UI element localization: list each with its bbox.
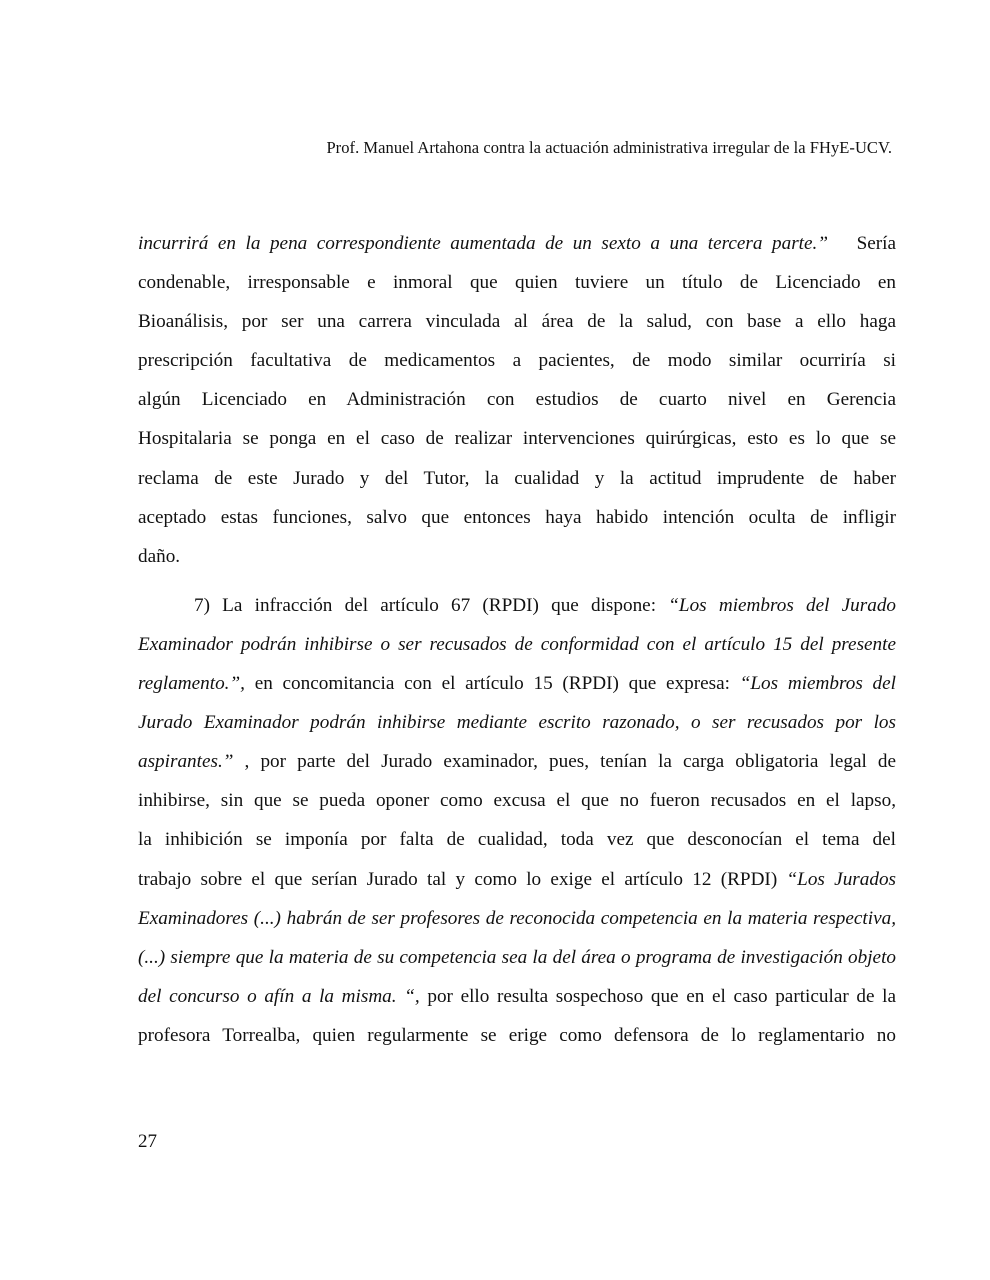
text-line: algún Licenciado en Administración con estudios de cuarto nivel en Gerencia	[138, 389, 896, 411]
text-line: condenable, irresponsable e inmoral que quien tuviere un título de Licenciado en	[138, 272, 896, 294]
body-text	[138, 229, 896, 1060]
text-line: aceptado estas funciones, salvo que entonces haya habido intención oculta de infligir	[138, 506, 896, 528]
text-line: inhibirse, sin que se pueda oponer como excusa el que no fueron recusados en el lapso,	[138, 790, 896, 812]
text-line: prescripción facultativa de medicamentos a pacientes, de modo similar ocurriría si	[138, 350, 896, 372]
running-header: Prof. Manuel Artahona contra la actuación administrativa irregular de la FHyE-UCV.	[326, 138, 892, 157]
legal-quote: del concurso o afín a la misma. “,	[138, 985, 420, 1007]
text-line: Hospitalaria se ponga en el caso de realizar intervenciones quirúrgicas, esto es lo que se	[138, 428, 896, 450]
text-line	[138, 865, 896, 904]
text-line	[138, 747, 896, 786]
legal-quote: “Los Jurados	[786, 868, 897, 890]
legal-quote-line: (...) siempre que la materia de su competencia sea la del área o programa de investigación objeto	[138, 946, 896, 968]
legal-quote-line: Examinadores (...) habrán de ser profesores de reconocida competencia en la materia respectiva,	[138, 907, 896, 929]
text-line	[138, 229, 896, 268]
text-line: Bioanálisis, por ser una carrera vinculada al área de la salud, con base a ello haga	[138, 311, 896, 333]
text-span: Sería	[856, 233, 897, 254]
text-line: daño.	[138, 545, 181, 567]
text-line: la inhibición se imponía por falta de cualidad, toda vez que desconocían el tema del	[138, 829, 896, 851]
legal-quote: “Los miembros del	[739, 673, 896, 695]
paragraph-1	[138, 229, 896, 581]
legal-quote-line: Examinador podrán inhibirse o ser recusados de conformidad con el artículo 15 del presente	[138, 633, 896, 655]
legal-quote: incurrirá en la pena correspondiente aumentada de un sexto a una tercera parte.”	[138, 233, 828, 254]
text-line: profesora Torrealba, quien regularmente se erige como defensora de lo reglamentario no	[138, 1024, 896, 1046]
legal-quote: “Los miembros del Jurado	[668, 594, 897, 616]
text-line	[138, 982, 896, 1021]
text-line	[138, 669, 896, 708]
paragraph-2	[138, 591, 896, 1060]
text-line	[138, 591, 896, 630]
text-span: trabajo sobre el que serían Jurado tal y como lo exige el artículo 12 (RPDI)	[138, 868, 778, 890]
text-span: por ello resulta sospechoso que en el caso particular de la	[427, 985, 896, 1007]
legal-quote: reglamento.”,	[138, 673, 245, 695]
legal-quote-line: Jurado Examinador podrán inhibirse mediante escrito razonado, o ser recusados por los	[138, 712, 896, 734]
text-span: 7) La infracción del artículo 67 (RPDI) que dispone:	[194, 594, 657, 616]
page-number: 27	[138, 1131, 157, 1152]
text-line: reclama de este Jurado y del Tutor, la cualidad y la actitud imprudente de haber	[138, 467, 896, 489]
text-span: , por parte del Jurado examinador, pues, tenían la carga obligatoria legal de	[244, 751, 897, 773]
legal-quote: aspirantes.”	[138, 751, 234, 773]
text-span: en concomitancia con el artículo 15 (RPDI) que expresa:	[254, 673, 730, 695]
